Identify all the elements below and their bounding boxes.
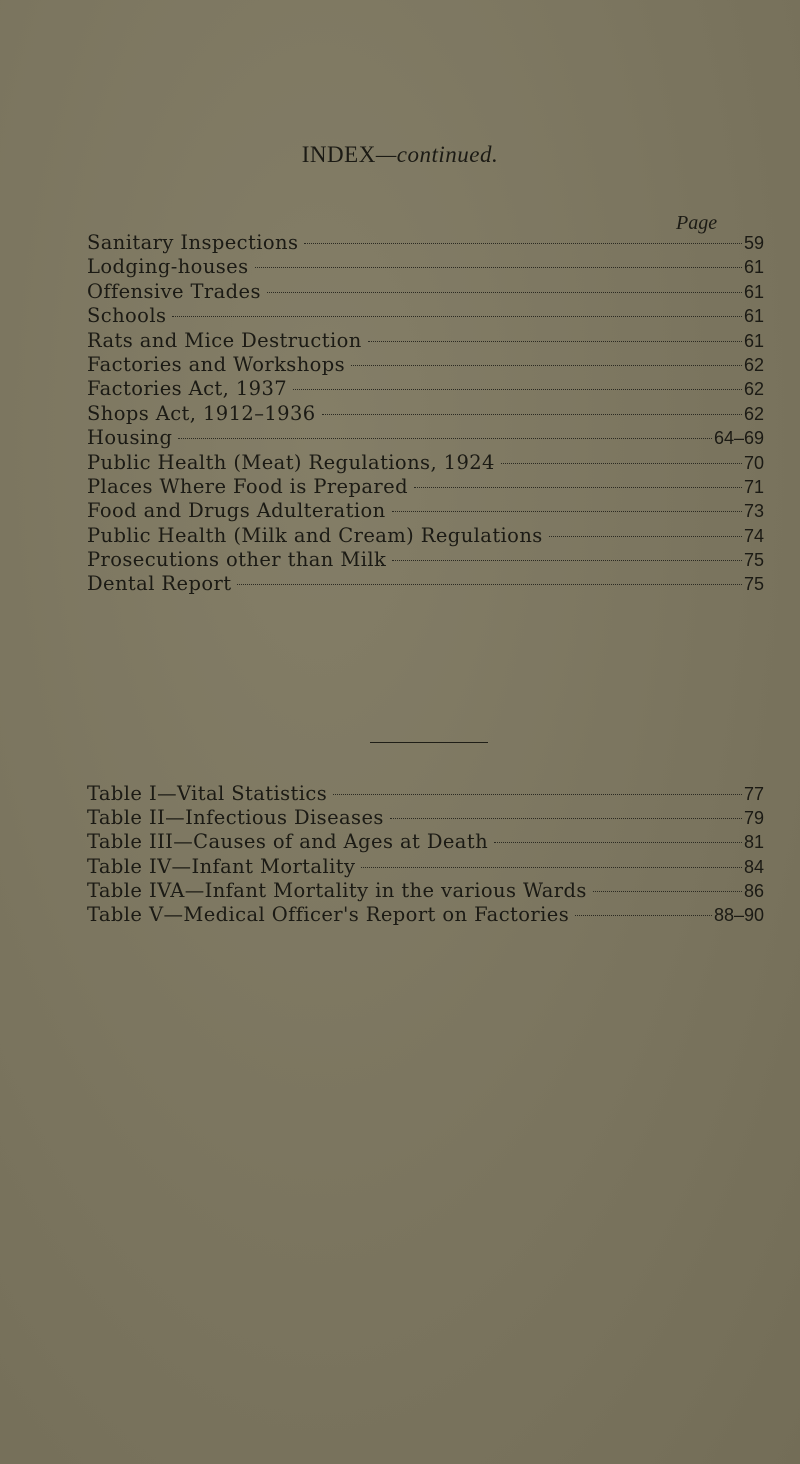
table-title: Table I—Vital Statistics — [87, 782, 328, 805]
index-entry — [87, 304, 764, 328]
index-entry — [87, 548, 764, 572]
entry-title: Factories and Workshops — [87, 352, 346, 376]
dot-leader — [575, 915, 712, 916]
page-title-suffix: —continued. — [375, 142, 499, 167]
entry-page: 75 — [743, 574, 764, 595]
table-title: Table III—Causes of and Ages at Death — [87, 830, 489, 854]
entry-title: Lodging-houses — [87, 255, 249, 279]
dot-leader — [501, 463, 742, 464]
entry-title: Offensive Trades — [87, 279, 261, 303]
entry-page: 61 — [743, 306, 764, 327]
entry-page: 70 — [743, 452, 764, 473]
dot-leader — [593, 891, 742, 892]
index-entry — [87, 231, 764, 255]
dot-leader — [293, 389, 742, 390]
entry-title: Housing — [87, 426, 173, 450]
table-title: Table II—Infectious Diseases — [87, 806, 384, 830]
dot-leader — [322, 414, 742, 415]
entry-page: 71 — [743, 476, 764, 497]
entry-title: Prosecutions other than Milk — [87, 548, 387, 572]
page-title-main: INDEX — [301, 142, 376, 167]
dot-leader — [392, 560, 742, 561]
page-column-label: Page — [676, 212, 718, 234]
entry-title: Dental Report — [87, 572, 232, 596]
table-page: 77 — [743, 784, 764, 804]
table-page: 86 — [743, 880, 764, 901]
index-entry — [87, 353, 764, 377]
entry-page: 74 — [743, 525, 764, 546]
entry-title: Rats and Mice Destruction — [87, 328, 362, 352]
index-entry — [87, 572, 764, 596]
table-entry — [87, 782, 764, 806]
entry-page: 62 — [743, 403, 764, 424]
table-page: 88–90 — [713, 904, 764, 925]
dot-leader — [549, 536, 742, 537]
dot-leader — [255, 267, 742, 268]
table-page: 81 — [743, 832, 764, 853]
table-page: 84 — [743, 856, 764, 877]
entry-page: 61 — [743, 281, 764, 302]
entry-page: 73 — [743, 501, 764, 522]
table-title: Table V—Medical Officer's Report on Factories — [87, 902, 570, 926]
index-entry — [87, 402, 764, 426]
table-entry — [87, 830, 764, 854]
table-title: Table IV—Infant Mortality — [87, 854, 356, 878]
entry-page: 59 — [743, 233, 764, 253]
dot-leader — [390, 818, 742, 819]
table-title: Table IVA—Infant Mortality in the various Wards — [87, 878, 587, 902]
dot-leader — [361, 867, 742, 868]
dot-leader — [351, 365, 742, 366]
section-divider — [370, 742, 488, 743]
table-entry — [87, 806, 764, 830]
index-entry — [87, 524, 764, 548]
entry-page: 62 — [743, 354, 764, 375]
index-entry — [87, 426, 764, 450]
table-entry — [87, 855, 764, 879]
dot-leader — [178, 438, 712, 439]
dot-leader — [267, 292, 742, 293]
index-entry — [87, 280, 764, 304]
index-entry — [87, 499, 764, 523]
entry-page: 61 — [743, 330, 764, 351]
dot-leader — [392, 511, 742, 512]
index-entry — [87, 475, 764, 499]
index-entry — [87, 377, 764, 401]
entry-page: 64–69 — [713, 428, 764, 449]
dot-leader — [172, 316, 742, 317]
index-entry — [87, 329, 764, 353]
table-entry — [87, 879, 764, 903]
entry-title: Shops Act, 1912–1936 — [87, 401, 316, 425]
entry-title: Public Health (Meat) Regulations, 1924 — [87, 450, 495, 474]
entry-page: 75 — [743, 550, 764, 571]
page-title — [0, 142, 800, 168]
entry-title: Sanitary Inspections — [87, 231, 299, 254]
dot-leader — [414, 487, 742, 488]
index-entries-list — [87, 231, 764, 597]
dot-leader — [368, 341, 742, 342]
tables-list — [87, 782, 764, 927]
table-entry — [87, 903, 764, 927]
dot-leader — [304, 243, 742, 244]
dot-leader — [237, 584, 742, 585]
entry-title: Places Where Food is Prepared — [87, 474, 408, 498]
entry-title: Public Health (Milk and Cream) Regulations — [87, 523, 543, 547]
entry-page: 61 — [743, 257, 764, 278]
dot-leader — [494, 842, 742, 843]
entry-page: 62 — [743, 379, 764, 400]
index-entry — [87, 255, 764, 279]
entry-title: Factories Act, 1937 — [87, 377, 288, 401]
entry-title: Food and Drugs Adulteration — [87, 499, 386, 523]
dot-leader — [333, 794, 742, 795]
index-entry — [87, 451, 764, 475]
table-page: 79 — [743, 808, 764, 829]
entry-title: Schools — [87, 304, 167, 328]
